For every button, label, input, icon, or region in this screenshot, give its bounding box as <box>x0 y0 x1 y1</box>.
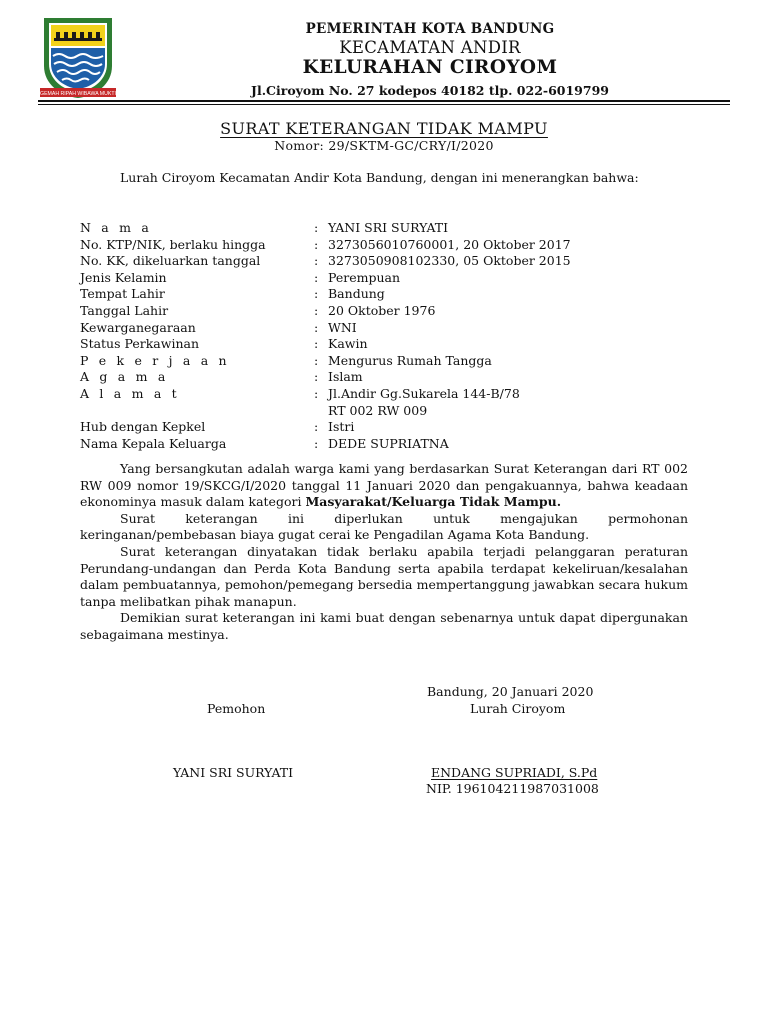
intro-block <box>80 170 688 187</box>
field-row-marital <box>80 336 688 353</box>
field-separator: : <box>314 253 319 269</box>
field-label: Kewarganegaraan <box>80 319 196 335</box>
statement-block <box>80 461 688 644</box>
field-row-family-head <box>80 436 688 453</box>
document-title: SURAT KETERANGAN TIDAK MAMPU <box>220 119 548 138</box>
field-label: Tanggal Lahir <box>80 302 169 318</box>
field-value: 3273050908102330, 05 Oktober 2015 <box>328 253 571 269</box>
field-separator: : <box>314 319 319 335</box>
field-row-address-line2 <box>80 403 688 420</box>
paragraph-validity: Surat keterangan dinyatakan tidak berlaku apabila terjadi pelanggaran peraturan Perundang-undangan dan Perda Kota Bandung serta apabila terdapat kekeliruan/kesalahan dalam pembuatannya, pemohon/pemegang bersedia mempertanggung jawabkan secara hukum tanpa melibatkan pihak manapun. <box>80 543 688 609</box>
field-label: Status Perkawinan <box>80 336 200 352</box>
field-row-birthplace <box>80 286 688 303</box>
intro-paragraph: Lurah Ciroyom Kecamatan Andir Kota Bandung, dengan ini menerangkan bahwa: <box>120 170 639 185</box>
field-separator: : <box>314 236 319 252</box>
field-label: No. KTP/NIK, berlaku hingga <box>80 236 266 252</box>
field-separator: : <box>314 419 319 435</box>
field-row-nama <box>80 220 688 237</box>
letterhead <box>230 20 630 100</box>
field-label: Tempat Lahir <box>80 286 165 302</box>
letterhead-government: PEMERINTAH KOTA BANDUNG <box>305 21 555 37</box>
field-separator: : <box>314 369 319 385</box>
field-label: No. KK, dikeluarkan tanggal <box>80 253 261 269</box>
letterhead-village: KELURAHAN CIROYOM <box>302 57 558 78</box>
bandung-coat-of-arms-logo <box>40 16 116 100</box>
letterhead-district: KECAMATAN ANDIR <box>339 38 521 57</box>
field-value: Kawin <box>328 336 368 352</box>
header-rule-thick <box>38 100 730 102</box>
field-value: WNI <box>328 319 357 335</box>
field-separator: : <box>314 269 319 285</box>
field-value: Mengurus Rumah Tangga <box>328 352 492 368</box>
field-label: P e k e r j a a n <box>80 352 230 368</box>
paragraph-closing: Demikian surat keterangan ini kami buat dengan sebenarnya untuk dapat dipergunakan sebagaimana mestinya. <box>80 610 688 642</box>
field-separator: : <box>314 220 319 235</box>
place-date: Bandung, 20 Januari 2020 <box>427 684 594 699</box>
field-separator: : <box>314 385 319 401</box>
official-nip: NIP. 196104211987031008 <box>426 781 599 796</box>
field-row-address <box>80 386 688 403</box>
field-value: RT 002 RW 009 <box>328 402 428 418</box>
document-number: Nomor: 29/SKTM-GC/CRY/I/2020 <box>274 138 494 153</box>
field-value: 20 Oktober 1976 <box>328 302 436 318</box>
field-value: Islam <box>328 369 363 385</box>
field-separator: : <box>314 286 319 302</box>
official-name: ENDANG SUPRIADI, S.Pd <box>431 765 598 780</box>
field-value: YANI SRI SURYATI <box>328 220 449 235</box>
field-row-ktp <box>80 237 688 254</box>
field-label: Nama Kepala Keluarga <box>80 435 227 451</box>
field-label: A l a m a t <box>80 385 180 401</box>
field-value: DEDE SUPRIATNA <box>328 435 449 451</box>
field-value: Jl.Andir Gg.Sukarela 144-B/78 <box>328 385 520 401</box>
field-label: Jenis Kelamin <box>80 269 167 285</box>
field-separator: : <box>314 302 319 318</box>
field-value: Bandung <box>328 286 385 302</box>
category-emphasis: Masyarakat/Keluarga Tidak Mampu. <box>305 494 562 510</box>
field-value: Perempuan <box>328 269 401 285</box>
identity-table <box>80 220 688 452</box>
paragraph-basis: Yang bersangkutan adalah warga kami yang berdasarkan Surat Keterangan dari RT 002 RW 009 nomor 19/SKCG/I/2020 tanggal 11 Januari 2020 dan pengakuannya, bahwa keadaan ekonominya masuk dalam kategori Masyarakat/Keluarga Tidak Mampu. <box>80 461 688 510</box>
field-row-relation <box>80 419 688 436</box>
paragraph-purpose: Surat keterangan ini diperlukan untuk mengajukan permohonan keringanan/pembebasan biaya gugat cerai ke Pengadilan Agama Kota Bandung. <box>80 510 688 543</box>
field-value: 3273056010760001, 20 Oktober 2017 <box>328 236 571 252</box>
field-row-kk <box>80 253 688 270</box>
field-row-birthdate <box>80 303 688 320</box>
field-row-gender <box>80 270 688 287</box>
field-separator: : <box>314 435 319 451</box>
field-separator: : <box>314 352 319 368</box>
applicant-name: YANI SRI SURYATI <box>173 765 294 780</box>
logo-motto: GEMAH RIPAH WIBAWA MUKTI <box>40 91 116 97</box>
field-value: Istri <box>328 419 355 435</box>
field-row-occupation <box>80 353 688 370</box>
header-rule-thin <box>38 104 730 105</box>
field-row-citizenship <box>80 320 688 337</box>
field-separator: : <box>314 336 319 352</box>
applicant-role: Pemohon <box>207 701 266 716</box>
field-label: A g a m a <box>80 369 169 385</box>
official-role: Lurah Ciroyom <box>470 701 566 716</box>
field-label: Hub dengan Kepkel <box>80 419 206 435</box>
field-row-religion <box>80 369 688 386</box>
field-label: N a m a <box>80 220 153 235</box>
letterhead-address: Jl.Ciroyom No. 27 kodepos 40182 tlp. 022-6019799 <box>251 83 609 98</box>
